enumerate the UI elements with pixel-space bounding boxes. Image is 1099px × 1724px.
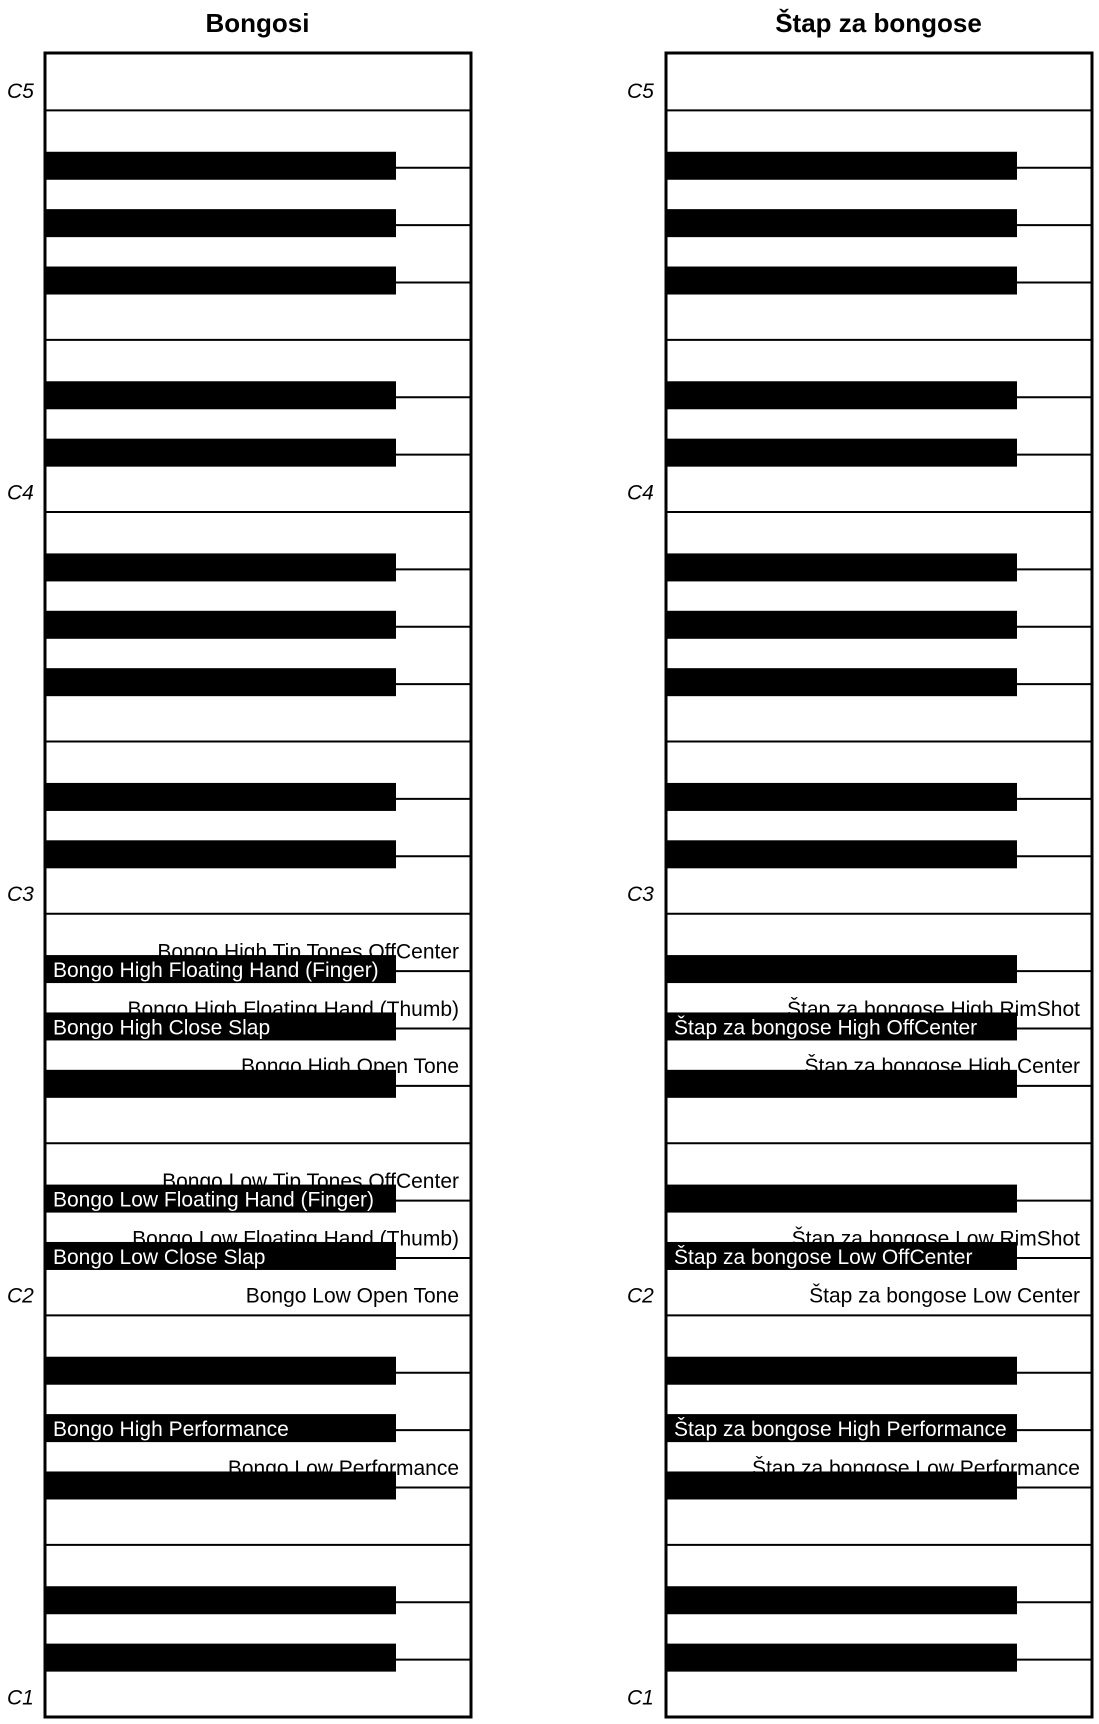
white-key-label: Bongo High Open Tone — [241, 1055, 459, 1079]
black-key-asharp3[interactable] — [666, 553, 1017, 581]
black-key-csharp1[interactable] — [45, 1644, 396, 1672]
black-key-dsharp1[interactable] — [666, 1586, 1017, 1614]
black-key-csharp3[interactable] — [666, 840, 1017, 868]
octave-label: C2 — [7, 1284, 34, 1308]
black-key-fsharp4[interactable] — [666, 267, 1017, 295]
black-key-gsharp3[interactable] — [666, 611, 1017, 639]
black-key-fsharp3[interactable] — [45, 668, 396, 696]
white-key-c5[interactable] — [45, 53, 471, 110]
black-key-dsharp4[interactable] — [666, 381, 1017, 409]
white-key-label: Štap za bongose Low Center — [809, 1284, 1080, 1308]
octave-label: C5 — [7, 79, 34, 103]
black-key-fsharp4[interactable] — [45, 267, 396, 295]
black-key-label: Bongo Low Floating Hand (Finger) — [53, 1188, 375, 1212]
octave-label: C3 — [7, 883, 34, 907]
white-key-label: Bongo Low Performance — [227, 1456, 459, 1480]
black-key-asharp1[interactable] — [666, 1357, 1017, 1385]
white-key-c5[interactable] — [666, 53, 1092, 110]
keyboard-title-stap-za-bongose: Štap za bongose — [775, 8, 982, 38]
octave-label: C5 — [627, 79, 654, 103]
white-key-label: Bongo Low Floating Hand (Thumb) — [132, 1227, 459, 1251]
octave-label: C2 — [627, 1284, 654, 1308]
black-key-dsharp2[interactable] — [666, 1185, 1017, 1213]
black-key-asharp4[interactable] — [666, 152, 1017, 180]
black-key-label: Bongo Low Close Slap — [53, 1245, 266, 1269]
black-key-label: Štap za bongose High OffCenter — [674, 1016, 978, 1040]
black-key-gsharp3[interactable] — [45, 611, 396, 639]
black-key-fsharp3[interactable] — [666, 668, 1017, 696]
octave-label: C4 — [627, 481, 654, 505]
octave-label: C3 — [627, 883, 654, 907]
black-key-label: Bongo High Performance — [53, 1418, 289, 1442]
white-key-label: Bongo Low Tip Tones OffCenter — [162, 1169, 459, 1193]
black-key-label: Štap za bongose High Performance — [674, 1418, 1007, 1442]
white-key-label: Bongo Low Open Tone — [245, 1284, 459, 1308]
black-key-asharp2[interactable] — [666, 955, 1017, 983]
black-key-csharp3[interactable] — [45, 840, 396, 868]
black-key-dsharp4[interactable] — [45, 381, 396, 409]
black-key-gsharp4[interactable] — [666, 209, 1017, 237]
black-key-asharp4[interactable] — [45, 152, 396, 180]
black-key-csharp1[interactable] — [666, 1644, 1017, 1672]
octave-label: C4 — [7, 481, 34, 505]
keyboard-stap-za-bongose — [627, 53, 1092, 1717]
black-key-gsharp4[interactable] — [45, 209, 396, 237]
octave-label: C1 — [7, 1686, 34, 1710]
white-key-label: Štap za bongose High RimShot — [786, 997, 1080, 1021]
white-key-label: Bongo High Tip Tones OffCenter — [157, 940, 459, 964]
white-key-label: Štap za bongose Low RimShot — [791, 1227, 1080, 1251]
black-key-asharp1[interactable] — [45, 1357, 396, 1385]
keyboard-bongosi — [7, 53, 471, 1717]
black-key-csharp4[interactable] — [666, 439, 1017, 467]
white-key-label: Štap za bongose High Center — [804, 1055, 1080, 1079]
octave-label: C1 — [627, 1686, 654, 1710]
keyboard-title-bongosi: Bongosi — [205, 8, 310, 38]
black-key-dsharp3[interactable] — [45, 783, 396, 811]
black-key-label: Bongo High Close Slap — [53, 1016, 271, 1040]
white-key-label: Bongo High Floating Hand (Thumb) — [127, 997, 459, 1021]
black-key-dsharp1[interactable] — [45, 1586, 396, 1614]
black-key-dsharp3[interactable] — [666, 783, 1017, 811]
black-key-csharp4[interactable] — [45, 439, 396, 467]
black-key-label: Štap za bongose Low OffCenter — [674, 1245, 973, 1269]
black-key-label: Bongo High Floating Hand (Finger) — [53, 959, 379, 983]
white-key-label: Štap za bongose Low Performance — [751, 1456, 1080, 1480]
black-key-asharp3[interactable] — [45, 553, 396, 581]
